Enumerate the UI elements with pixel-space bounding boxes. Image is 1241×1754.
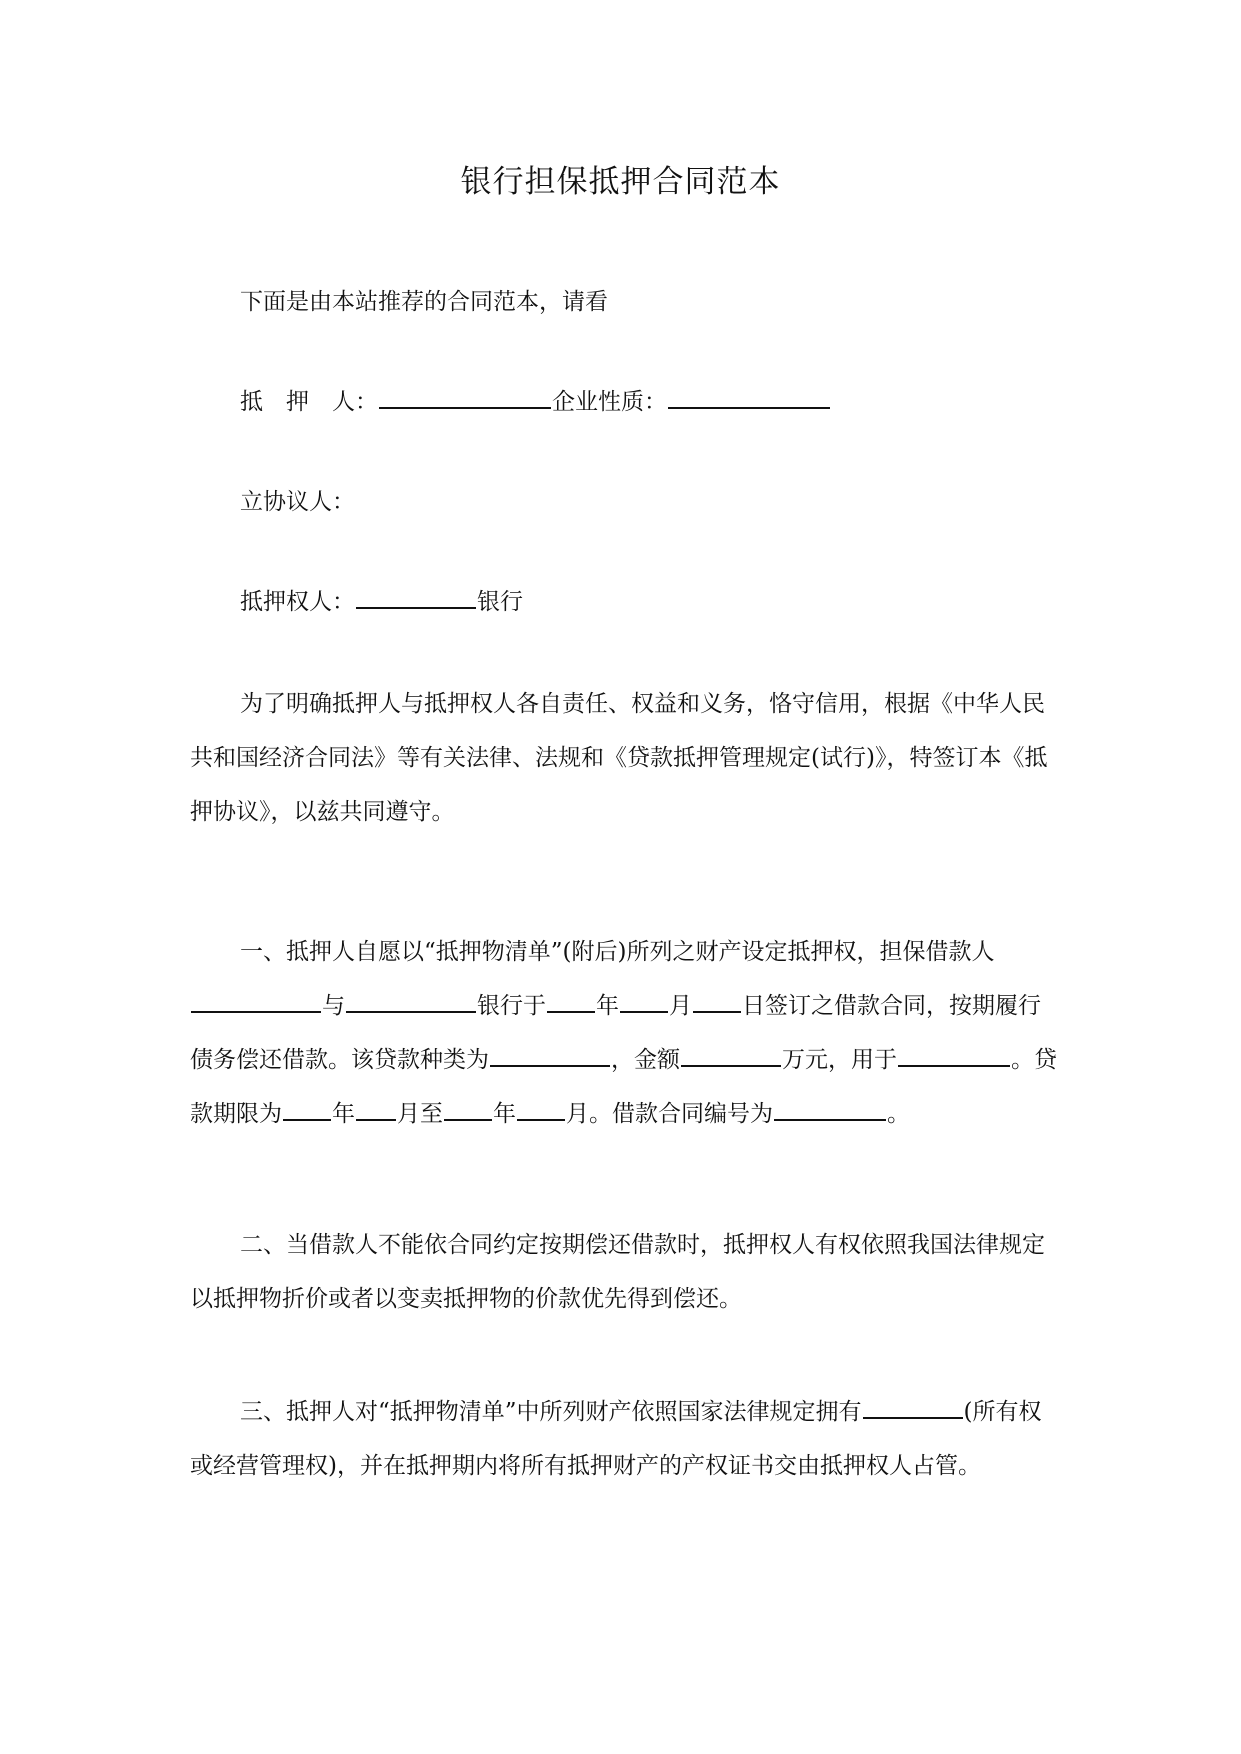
clause-1-month: 月 (669, 993, 692, 1019)
term-end-year-blank[interactable] (444, 1097, 492, 1121)
clause-1-paragraph (190, 925, 1060, 1141)
clause-2-paragraph (190, 1218, 1060, 1326)
mortgagee-line (190, 575, 1060, 629)
agreement-party-label: 立协议人： (240, 489, 355, 515)
clause-1-text-d: 日签订之借款合同，按期履行债务偿还借款。该贷款种类为 (190, 993, 1041, 1073)
sign-month-blank[interactable] (620, 989, 668, 1013)
sign-day-blank[interactable] (693, 989, 741, 1013)
clause-1-end: 。 (887, 1101, 910, 1127)
clause-1-text-e: ，金额 (611, 1047, 680, 1073)
preamble-paragraph (190, 677, 1060, 839)
mortgagee-blank[interactable] (356, 585, 476, 609)
clause-1-year: 年 (596, 993, 619, 1019)
clause-3-text-b: (所有权或经营管理权)，并在抵押期内将所有抵押财产的产权证书交由抵押权人占管。 (190, 1399, 1042, 1479)
clause-1-text-g: 。贷款期限为 (190, 1047, 1057, 1127)
loan-type-blank[interactable] (490, 1043, 610, 1067)
clause-1-text-k: 月。借款合同编号为 (566, 1101, 773, 1127)
mortgagor-line (190, 375, 1060, 429)
contract-number-blank[interactable] (774, 1097, 886, 1121)
clause-1-text-b: 与 (322, 993, 345, 1019)
clause-2-text: 二、当借款人不能依合同约定按期偿还借款时，抵押权人有权依照我国法律规定以抵押物折价或者以变卖抵押物的价款优先得到偿还。 (190, 1232, 1045, 1312)
ownership-type-blank[interactable] (863, 1395, 963, 1419)
mortgagor-label: 抵 押 人： (240, 389, 378, 415)
clause-1-text-c: 银行于 (477, 993, 546, 1019)
term-start-year-blank[interactable] (283, 1097, 331, 1121)
agreement-party-line (190, 475, 1060, 529)
clause-1-text-j: 年 (493, 1101, 516, 1127)
loan-amount-blank[interactable] (681, 1043, 781, 1067)
mortgagee-suffix: 银行 (477, 589, 523, 615)
clause-3-text-a: 三、抵押人对“抵押物清单”中所列财产依照国家法律规定拥有 (240, 1399, 862, 1425)
mortgagee-label: 抵押权人： (240, 589, 355, 615)
mortgagor-blank[interactable] (379, 385, 551, 409)
sign-year-blank[interactable] (547, 989, 595, 1013)
enterprise-nature-label: 企业性质： (552, 389, 667, 415)
bank-blank[interactable] (346, 989, 476, 1013)
clause-3-paragraph (190, 1385, 1060, 1493)
clause-1-text-i: 月至 (397, 1101, 443, 1127)
preamble-text: 为了明确抵押人与抵押权人各自责任、权益和义务，恪守信用，根据《中华人民共和国经济合同法》等有关法律、法规和《贷款抵押管理规定(试行)》，特签订本《抵押协议》，以兹共同遵守。 (190, 691, 1048, 825)
term-start-month-blank[interactable] (356, 1097, 396, 1121)
intro-text: 下面是由本站推荐的合同范本，请看 (240, 289, 608, 315)
document-title: 银行担保抵押合同范本 (460, 164, 781, 200)
intro-paragraph (190, 275, 1060, 329)
borrower-blank[interactable] (191, 989, 321, 1013)
clause-1-text-h: 年 (332, 1101, 355, 1127)
loan-purpose-blank[interactable] (898, 1043, 1010, 1067)
term-end-month-blank[interactable] (517, 1097, 565, 1121)
clause-1-text-a: 一、抵押人自愿以“抵押物清单”(附后)所列之财产设定抵押权，担保借款人 (240, 939, 995, 965)
clause-1-text-f: 万元，用于 (782, 1047, 897, 1073)
enterprise-nature-blank[interactable] (668, 385, 830, 409)
